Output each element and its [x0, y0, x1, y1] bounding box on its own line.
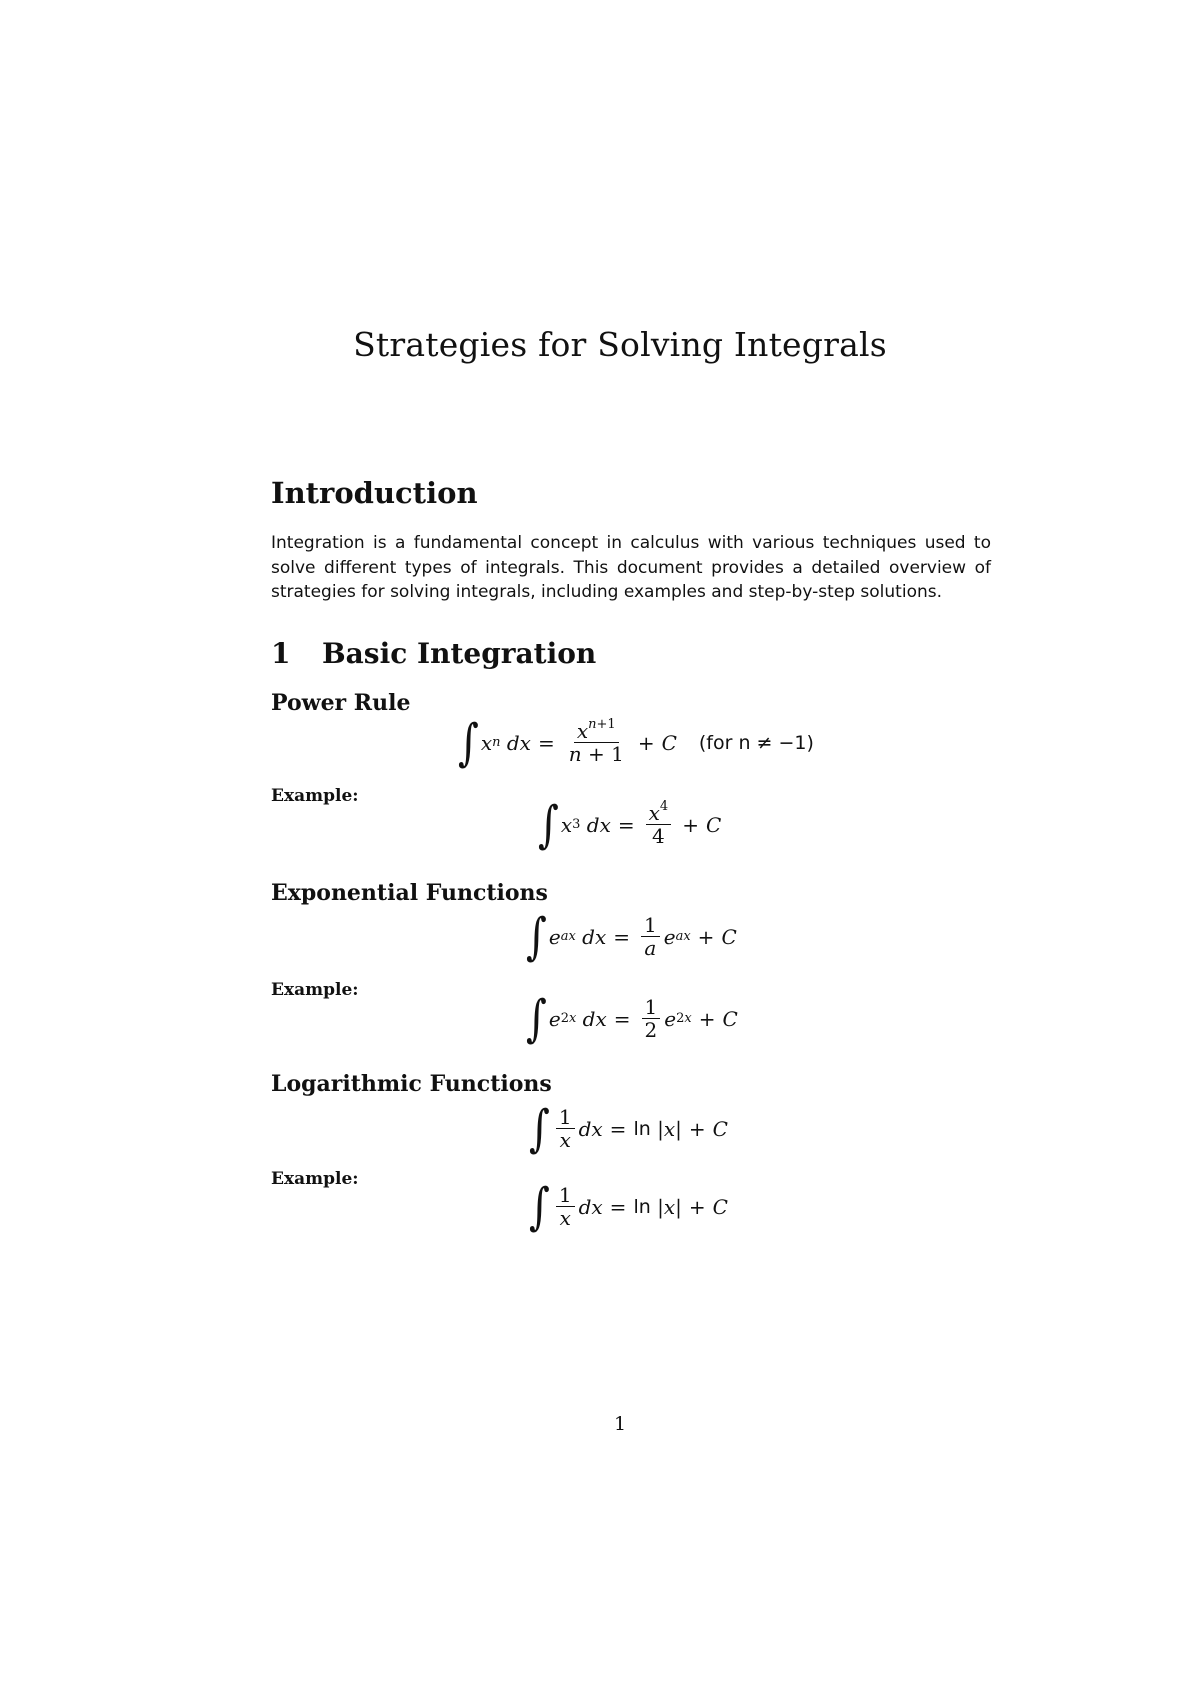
section-heading-basic-integration	[271, 637, 596, 670]
integral-sign: ∫	[458, 713, 479, 772]
fraction: $\frac{1}{x}$	[556, 1184, 575, 1229]
integral-sign: ∫	[538, 795, 559, 854]
fraction: $\frac{x^4}{4}$	[646, 802, 672, 847]
fraction: $\frac{1}{2}$	[642, 996, 661, 1041]
fraction: $\frac{x^{n+1}}{n + 1}$	[568, 717, 624, 766]
power-rule-heading: Power Rule	[271, 690, 411, 716]
introduction-paragraph: Integration is a fundamental concept in calculus with various techniques used to solve different types of integrals. This document provides a detailed overview of strategies for solving integrals, including examples and step-by-step solutions.	[271, 533, 991, 602]
exponential-functions-heading: Exponential Functions	[271, 880, 548, 906]
integral-sign: ∫	[529, 1177, 550, 1236]
exponential-formula: ∫ e ax dx = $\frac{1}{a}$ e ax + C	[526, 907, 737, 966]
integral-sign: ∫	[526, 907, 547, 966]
page-number: 1	[613, 1413, 627, 1435]
fraction: $\frac{1}{x}$	[556, 1106, 575, 1151]
integral-sign: ∫	[526, 989, 547, 1048]
power-rule-example-formula: ∫ x 3 dx = $\frac{x^4}{4}$ + C	[538, 795, 722, 854]
logarithmic-functions-heading: Logarithmic Functions	[271, 1071, 552, 1097]
power-rule-condition: (for n ≠ −1)	[698, 731, 814, 754]
example-label: Example:	[271, 1169, 359, 1189]
page-title: Strategies for Solving Integrals	[353, 325, 887, 364]
logarithmic-formula: ∫ $\frac{1}{x}$ dx = ln | x | + C	[529, 1099, 728, 1158]
example-label: Example:	[271, 980, 359, 1000]
exponential-example-formula: ∫ e 2x dx = $\frac{1}{2}$ e 2x + C	[526, 989, 738, 1048]
section-title: Basic Integration	[322, 637, 597, 670]
logarithmic-example-formula: ∫ $\frac{1}{x}$ dx = ln | x | + C	[529, 1177, 728, 1236]
fraction: $\frac{1}{a}$	[641, 914, 660, 959]
example-label: Example:	[271, 786, 359, 806]
power-rule-formula: ∫ x n dx = $\frac{x^{n+1}}{n + 1}$ + C (for n ≠ −1)	[458, 713, 814, 772]
section-number: 1	[271, 637, 291, 670]
integral-sign: ∫	[529, 1099, 550, 1158]
introduction-heading: Introduction	[271, 476, 478, 510]
